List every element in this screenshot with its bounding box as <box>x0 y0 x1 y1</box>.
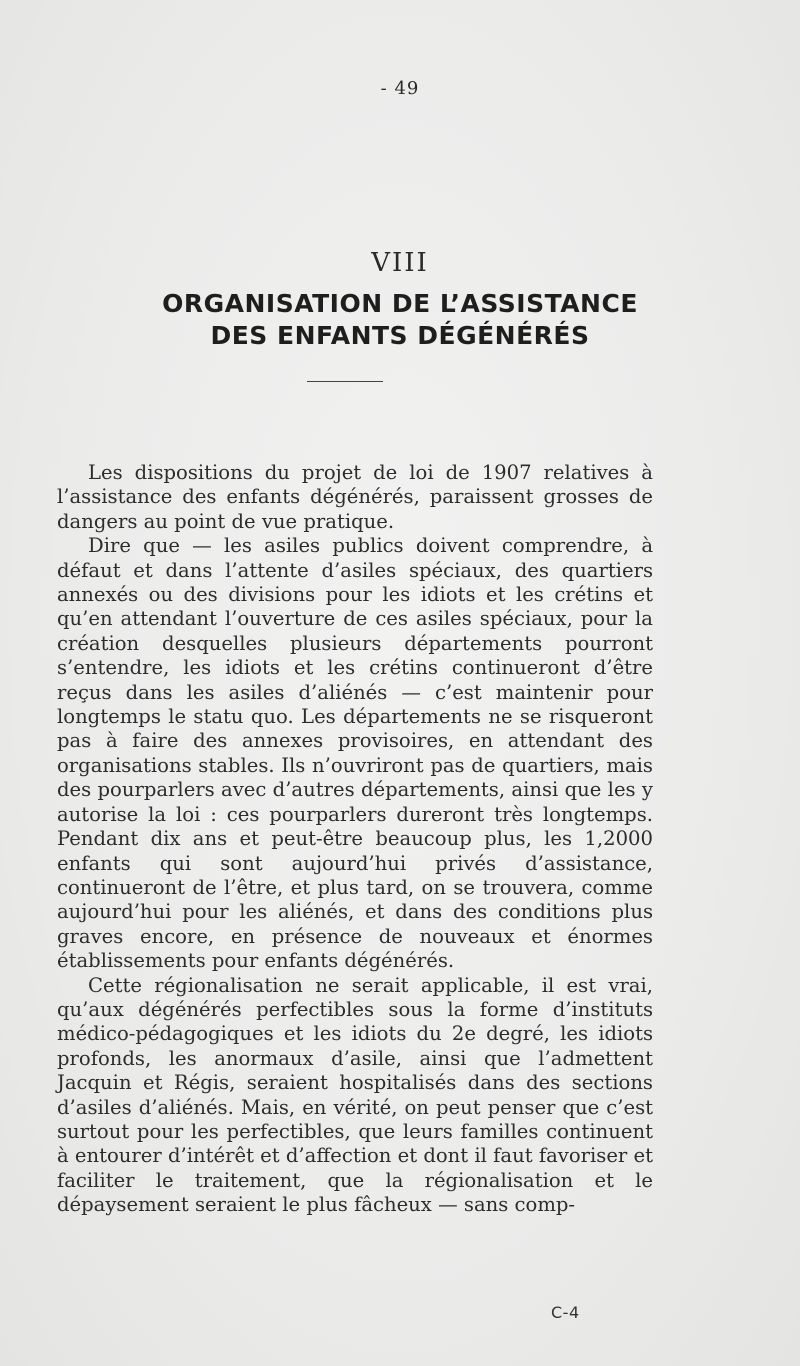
signature-mark: C-4 <box>551 1303 580 1322</box>
page-number: - 49 <box>380 78 420 99</box>
paragraph: Dire que — les asiles publics doivent comprendre, à défaut et dans l’attente d’asiles spéciaux, des quartiers annexés ou des divisions pour les idiots et les crétins et qu’en attendant l’ouverture de ces asiles spéciaux, pour la création desquelles plusieurs départements pourront s’entendre, les idiots et les crétins continueront d’être reçus dans les asiles d’aliénés — c’est maintenir pour longtemps le statu quo. Les départements ne se risqueront pas à faire des annexes provisoires, en attendant des organisations stables. Ils n’ouvriront pas de quartiers, mais des pourparlers avec d’autres départements, ainsi que les y autorise la loi : ces pourparlers dureront très longtemps. Pendant dix ans et peut-être beaucoup plus, les 1,2000 enfants qui sont aujourd’hui privés d’assistance, continueront de l’être, et plus tard, on se trouvera, comme aujourd’hui pour les aliénés, et dans des conditions plus graves encore, en présence de nouveaux et énormes établissements pour enfants dégénérés. <box>57 534 653 973</box>
body-text <box>57 461 653 1218</box>
paragraph: Cette régionalisation ne serait applicable, il est vrai, qu’aux dégénérés perfectibles sous la forme d’instituts médico-pédagogiques et les idiots du 2e degré, les idiots profonds, les anormaux d’asile, ainsi que l’admettent Jacquin et Régis, seraient hospitalisés dans des sections d’asiles d’aliénés. Mais, en vérité, on peut penser que c’est surtout pour les perfectibles, que leurs familles continuent à entourer d’intérêt et d’affection et dont il faut favoriser et faciliter le traitement, que la régionalisation et le dépaysement seraient le plus fâcheux — sans comp- <box>57 973 653 1217</box>
chapter-title <box>60 288 740 352</box>
chapter-numeral: VIII <box>371 248 429 278</box>
section-divider <box>307 381 383 382</box>
chapter-title-line: DES ENFANTS DÉGÉNÉRÉS <box>210 321 590 350</box>
paragraph: Les dispositions du projet de loi de 1907 relatives à l’assistance des enfants dégénérés, paraissent grosses de dangers au point de vue pratique. <box>57 461 653 533</box>
chapter-title-line: ORGANISATION DE L’ASSISTANCE <box>162 289 638 318</box>
